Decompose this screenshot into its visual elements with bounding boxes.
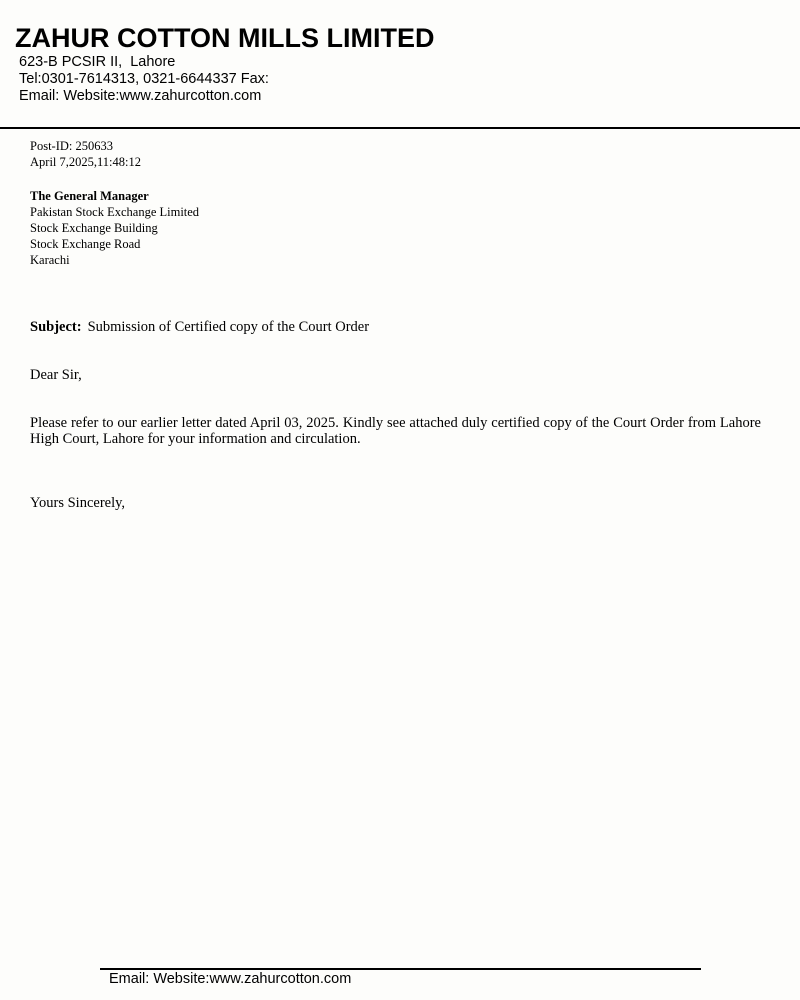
company-name: ZAHUR COTTON MILLS LIMITED (15, 23, 435, 53)
post-id: Post-ID: 250633 (30, 139, 113, 153)
header-divider (0, 127, 800, 129)
company-address: 623-B PCSIR II, Lahore (19, 54, 176, 70)
closing: Yours Sincerely, (30, 495, 126, 511)
recipient-title: The General Manager (30, 189, 149, 203)
company-email-website: Email: Website:www.zahurcotton.com (19, 88, 262, 104)
footer-divider (100, 968, 701, 970)
company-contact: Tel:0301-7614313, 0321-6644337 Fax: (19, 71, 269, 87)
recipient-organization: Pakistan Stock Exchange Limited (30, 205, 200, 219)
footer-email-website: Email: Website:www.zahurcotton.com (109, 971, 352, 987)
subject-line (30, 319, 369, 335)
letter-body: Please refer to our earlier letter dated April 03, 2025. Kindly see attached duly certified copy of the Court Order from Lahore High Court, Lahore for your information and circulation. (30, 415, 761, 447)
post-datetime: April 7,2025,11:48:12 (30, 155, 141, 169)
subject-label: Subject: (30, 319, 82, 335)
recipient-address-block (30, 188, 199, 268)
recipient-road: Stock Exchange Road (30, 237, 141, 251)
recipient-building: Stock Exchange Building (30, 221, 158, 235)
salutation: Dear Sir, (30, 367, 82, 383)
recipient-city: Karachi (30, 253, 70, 267)
subject-text: Submission of Certified copy of the Court Order (87, 319, 370, 335)
